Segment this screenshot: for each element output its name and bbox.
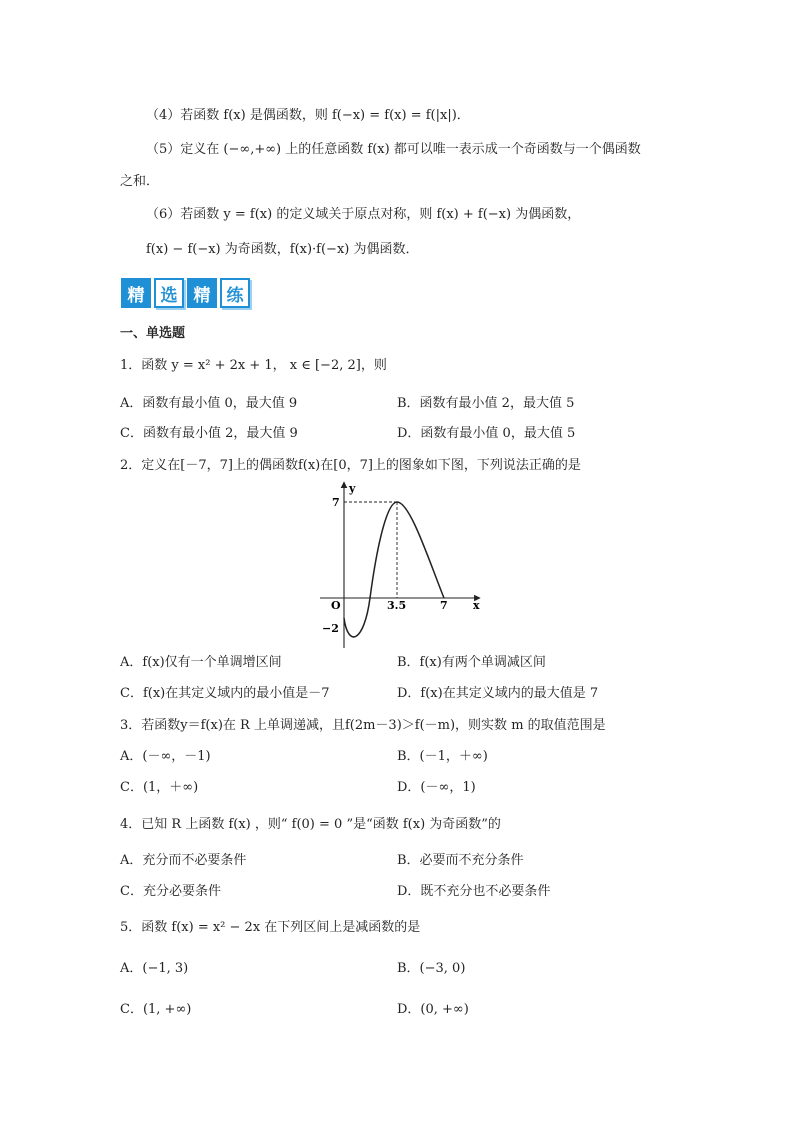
question-4-stem: 4．已知 R 上函数 f(x) ，则“ f(0) = 0 ”是“函数 f(x) 为奇函数”的 — [120, 817, 501, 832]
function-curve — [344, 502, 444, 637]
property-6-cont: f(x) − f(−x) 为奇函数，f(x)·f(−x) 为偶函数． — [146, 242, 419, 257]
function-graph — [308, 478, 488, 650]
question-5-option-a[interactable]: A．(−1, 3) — [120, 961, 189, 976]
question-2-option-c[interactable]: C．f(x)在其定义域内的最小值是－7 — [120, 686, 330, 701]
question-2-stem: 2．定义在[－7，7]上的偶函数f(x)在[0，7]上的图象如下图，下列说法正确的是 — [120, 458, 581, 473]
banner-char-3: 精 — [187, 278, 217, 308]
question-4-option-d[interactable]: D．既不充分也不必要条件 — [397, 884, 551, 899]
x-axis-label: x — [473, 599, 480, 612]
y-tick-7: 7 — [332, 496, 340, 509]
question-1-option-a[interactable]: A．函数有最小值 0，最大值 9 — [120, 396, 298, 411]
y-axis-label: y — [349, 482, 356, 495]
question-5-stem: 5．函数 f(x) = x² − 2x 在下列区间上是减函数的是 — [120, 920, 421, 935]
property-5: （5）定义在 (−∞,+∞) 上的任意函数 f(x) 都可以唯一表示成一个奇函数与一个偶函数 — [146, 142, 641, 157]
property-6: （6）若函数 y = f(x) 的定义域关于原点对称，则 f(x) + f(−x) 为偶函数， — [146, 207, 581, 222]
question-1-option-d[interactable]: D．函数有最小值 0，最大值 5 — [397, 426, 576, 441]
property-5-cont: 之和． — [120, 174, 160, 189]
question-3-option-b[interactable]: B．(－1，＋∞) — [397, 749, 488, 764]
question-4-option-b[interactable]: B．必要而不充分条件 — [397, 853, 524, 868]
origin-label: O — [331, 599, 341, 612]
question-5-option-b[interactable]: B．(−3, 0) — [397, 961, 466, 976]
question-5-option-c[interactable]: C．(1, +∞) — [120, 1002, 192, 1017]
question-3-option-a[interactable]: A．(－∞，－1) — [120, 749, 211, 764]
question-1-option-b[interactable]: B．函数有最小值 2，最大值 5 — [397, 396, 575, 411]
x-tick-7: 7 — [440, 599, 448, 612]
banner-char-1: 精 — [121, 278, 151, 308]
question-2-option-b[interactable]: B．f(x)有两个单调减区间 — [397, 655, 546, 670]
property-4: （4）若函数 f(x) 是偶函数，则 f(−x) = f(x) = f(|x|)． — [146, 108, 470, 123]
question-4-option-c[interactable]: C．充分必要条件 — [120, 884, 221, 899]
question-3-option-c[interactable]: C．(1，＋∞) — [120, 780, 199, 795]
banner-char-4: 练 — [220, 278, 250, 308]
y-tick-neg2: −2 — [322, 622, 339, 635]
section-banner — [121, 278, 250, 308]
question-2-option-d[interactable]: D．f(x)在其定义域内的最大值是 7 — [397, 686, 599, 701]
section-heading: 一、单选题 — [120, 326, 186, 341]
question-1-stem: 1．函数 y = x² + 2x + 1， x ∈ [−2, 2]，则 — [120, 358, 387, 373]
question-4-option-a[interactable]: A．充分而不必要条件 — [120, 853, 247, 868]
question-2-option-a[interactable]: A．f(x)仅有一个单调增区间 — [120, 655, 282, 670]
question-5-option-d[interactable]: D．(0, +∞) — [397, 1002, 469, 1017]
question-3-stem: 3．若函数y＝f(x)在 R 上单调递减，且f(2m－3)＞f(－m)，则实数 m 的取值范围是 — [120, 718, 606, 733]
banner-char-2: 选 — [154, 278, 184, 308]
question-1-option-c[interactable]: C．函数有最小值 2，最大值 9 — [120, 426, 298, 441]
question-3-option-d[interactable]: D．(－∞，1) — [397, 780, 476, 795]
x-tick-3-5: 3.5 — [387, 599, 407, 612]
